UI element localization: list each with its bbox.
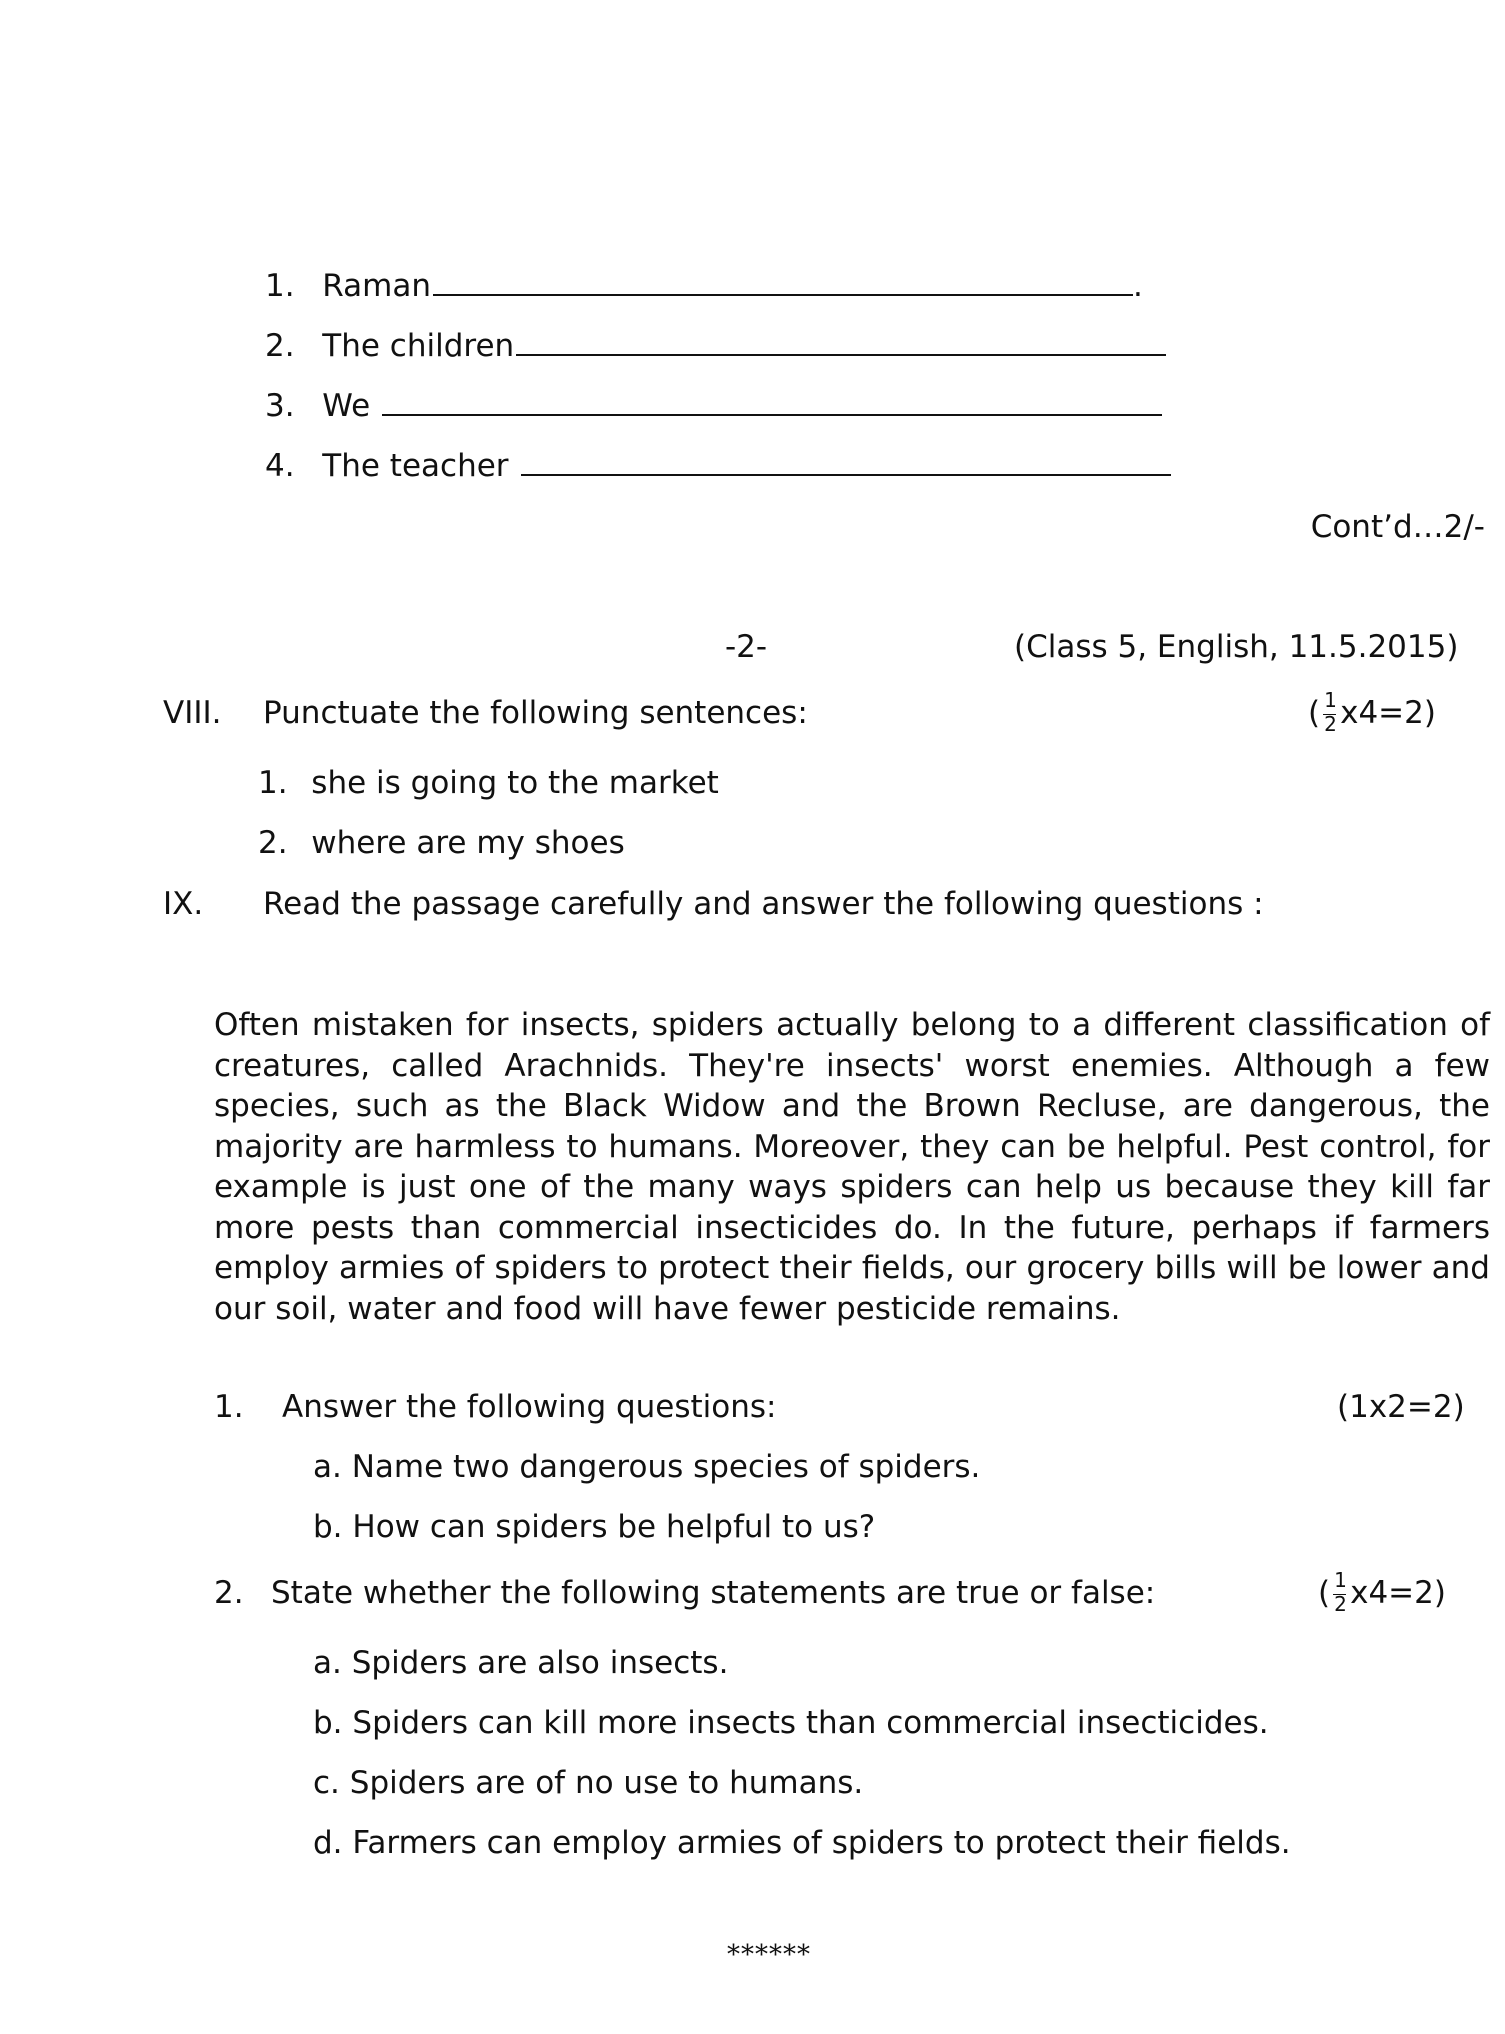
end-mark: ******: [727, 1940, 811, 1970]
item-number: 4.: [265, 448, 295, 484]
blank-item-3: [265, 384, 1162, 426]
answer-blank[interactable]: [516, 324, 1166, 356]
answer-blank[interactable]: [521, 444, 1171, 476]
question-1-marks: (1x2=2): [1337, 1389, 1465, 1425]
item-number: 1.: [265, 268, 295, 304]
item-label: Raman: [322, 268, 431, 304]
page-header: (Class 5, English, 11.5.2015): [1014, 629, 1459, 665]
question-1-item-a: a. Name two dangerous species of spiders.: [313, 1449, 981, 1485]
question-2-title: State whether the following statements are true or false:: [271, 1575, 1156, 1611]
section-8-item-2: 2. where are my shoes: [258, 825, 625, 861]
section-8-title: Punctuate the following sentences:: [263, 695, 808, 731]
section-8-item-1: 1. she is going to the market: [258, 765, 719, 801]
question-2-item-b: b. Spiders can kill more insects than commercial insecticides.: [313, 1705, 1269, 1741]
item-label: The teacher: [322, 448, 509, 484]
question-1-number: 1.: [214, 1389, 244, 1425]
answer-blank[interactable]: [433, 264, 1133, 296]
half-fraction: $\frac{1}{2}$: [1324, 688, 1337, 736]
item-label: We: [322, 388, 371, 424]
section-9-roman: IX.: [163, 886, 204, 922]
item-label: The children: [322, 328, 515, 364]
item-number: 2.: [265, 328, 295, 364]
question-2-item-d: d. Farmers can employ armies of spiders to protect their fields.: [313, 1825, 1291, 1861]
item-end: .: [1133, 268, 1143, 304]
section-8-marks: ( $\frac{1}{2}$ x4=2): [1308, 688, 1436, 736]
blank-item-1: [265, 264, 1143, 306]
answer-blank[interactable]: [382, 384, 1162, 416]
blank-item-2: [265, 324, 1166, 366]
question-1-item-b: b. How can spiders be helpful to us?: [313, 1509, 876, 1545]
continued-note: Cont’d…2/-: [1310, 509, 1485, 545]
question-2-number: 2.: [214, 1575, 244, 1611]
item-number: 3.: [265, 388, 295, 424]
question-2-marks: ( $\frac{1}{2}$ x4=2): [1318, 1568, 1446, 1616]
reading-passage: Often mistaken for insects, spiders actually belong to a different classification of creatures, called Arachnids. They're insects' worst enemies. Although a few species, such as the Black Widow and the Brown Recluse, are dangerous, the majority are harmless to humans. Moreover, they can be helpful. Pest control, for example is just one of the many ways spiders can help us because they kill far more pests than commercial insecticides do. In the future, perhaps if farmers employ armies of spiders to protect their fields, our grocery bills will be lower and our soil, water and food will have fewer pesticide remains.: [214, 1007, 1490, 1327]
half-fraction: $\frac{1}{2}$: [1334, 1568, 1347, 1616]
page-number: -2-: [725, 629, 768, 665]
section-8-roman: VIII.: [163, 695, 222, 731]
question-2-item-a: a. Spiders are also insects.: [313, 1645, 729, 1681]
section-9-title: Read the passage carefully and answer the following questions :: [263, 886, 1264, 922]
question-2-item-c: c. Spiders are of no use to humans.: [313, 1765, 864, 1801]
blank-item-4: [265, 444, 1171, 486]
question-1-title: Answer the following questions:: [282, 1389, 777, 1425]
